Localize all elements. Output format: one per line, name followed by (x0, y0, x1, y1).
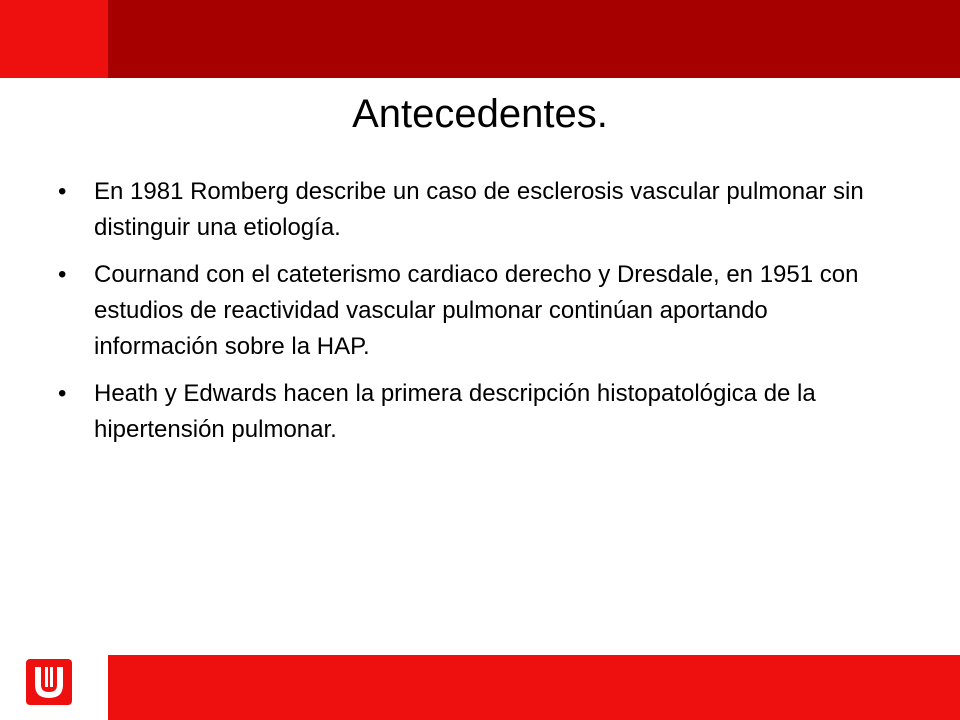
bullet-list (58, 174, 888, 459)
footer-banner (108, 655, 960, 720)
top-left-accent-block (0, 0, 108, 78)
bullet-item (58, 257, 888, 365)
bullet-text: Cournand con el cateterismo cardiaco derecho y Dresdale, en 1951 con estudios de reactividad vascular pulmonar continúan aportando información sobre la HAP. (94, 261, 859, 360)
bullet-icon: • (58, 178, 67, 205)
bullet-icon: • (58, 380, 67, 407)
top-header-banner (108, 0, 960, 78)
bullet-item (58, 376, 888, 448)
slide-title: Antecedentes. (352, 92, 608, 136)
bullet-item (58, 174, 888, 246)
bullet-text: Heath y Edwards hacen la primera descripción histopatológica de la hipertensión pulmonar. (94, 380, 816, 443)
bullet-text: En 1981 Romberg describe un caso de esclerosis vascular pulmonar sin distinguir una etiología. (94, 178, 864, 241)
bullet-icon: • (58, 261, 67, 288)
university-u-logo-icon (26, 659, 72, 705)
